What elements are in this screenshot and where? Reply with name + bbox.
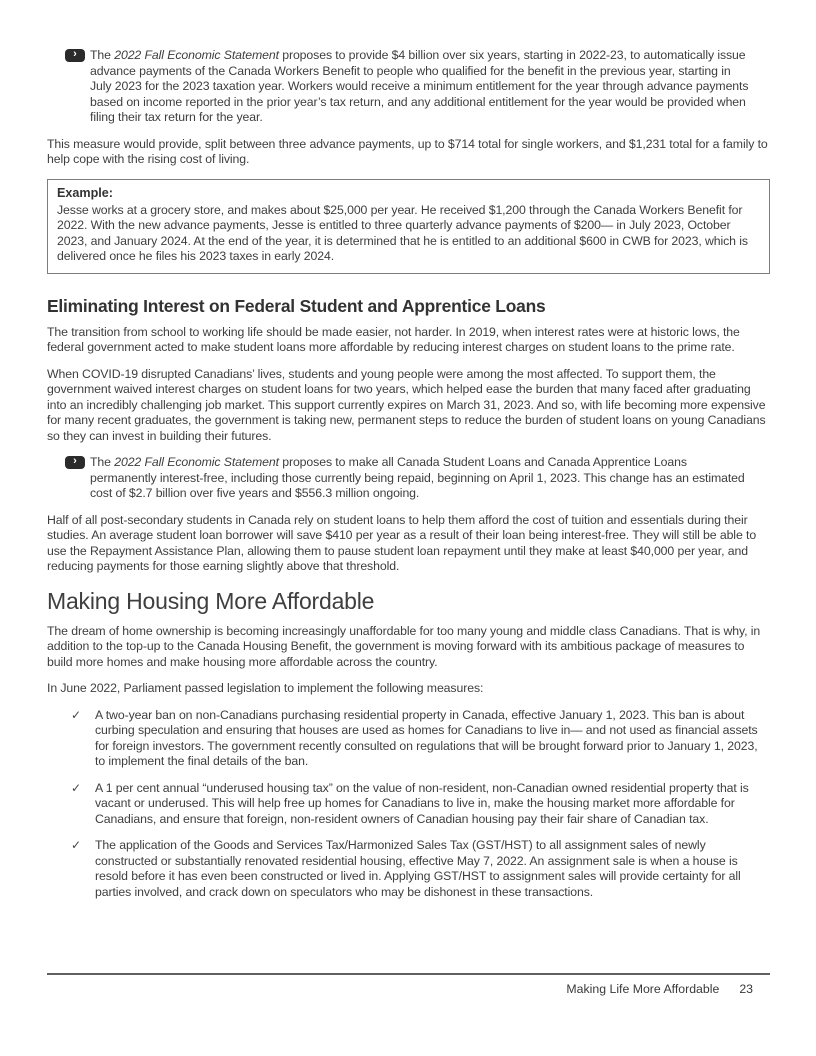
para-school-transition: The transition from school to working life should be made easier, not harder. In 2019, when interest rates were at historic lows, the federal government acted to make student loans more affordable by reducing interest charges on student loans to the prime rate. [47, 324, 740, 354]
chevron-badge-icon [65, 49, 85, 62]
page-content [47, 48, 770, 911]
list-item [71, 838, 770, 900]
italic-document-title: 2022 Fall Economic Statement [114, 455, 279, 469]
chevron-badge-icon [65, 456, 85, 469]
list-item [71, 781, 770, 828]
heading-housing: Making Housing More Affordable [47, 587, 375, 614]
list-item [71, 708, 770, 770]
para-covid-support: When COVID-19 disrupted Canadians’ lives, students and young people were among the most affected. To support them, the government waived interest charges on student loans for two years, which helped ease the burden that many faced after graduating into an incredibly challenging job market. This support currently expires on March 31, 2023. And so, with life becoming more expensive for many recent graduates, the government is taking new, permanent steps to reduce the burden of student loans on young Canadians so they can invest in building their futures. [47, 366, 766, 443]
callout-body: proposes to make all Canada Student Loans and Canada Apprentice Loans permanently interest-free, including those currently being repaid, beginning on April 1, 2023. This change has an estimated cost of $2.7 billion over five years and $556.3 million ongoing. [90, 455, 745, 500]
callout-prefix: The [90, 455, 115, 469]
callout-student-loans [65, 455, 752, 502]
para-post-secondary: Half of all post-secondary students in Canada rely on student loans to help them afford the cost of tuition and essentials during their studies. An average student loan borrower will save $410 per year as a result of their loan being interest-free. They will still be able to use the Repayment Assistance Plan, allowing them to pause student loan repayment until they make at least $40,000 per year, and reducing payments for those earning slightly above that threshold. [47, 512, 757, 573]
para-home-ownership: The dream of home ownership is becoming increasingly unaffordable for too many young and middle class Canadians. That is why, in addition to the top-up to the Canada Housing Benefit, the government is moving forward with its ambitious package of measures to build more homes and make housing more affordable across the country. [47, 623, 761, 669]
example-box [47, 179, 770, 274]
measure-text: The application of the Goods and Services Tax/Harmonized Sales Tax (GST/HST) to all assignment sales of newly constructed or substantially renovated residential housing, effective May 7, 2022. An assignment sale is when a house is resold before it has even been constructed or lived in. Applying GST/HST to assignment sales will provide certainty for all parties involved, and crack down on speculators who may be dishonest in these transactions. [95, 838, 741, 899]
checkmark-icon: ✓ [71, 780, 82, 795]
italic-document-title: 2022 Fall Economic Statement [114, 48, 279, 62]
checkmark-icon: ✓ [71, 707, 82, 722]
callout-prefix: The [90, 48, 115, 62]
callout-student-loans-text [90, 455, 752, 502]
checkmark-icon: ✓ [71, 838, 82, 852]
heading-student-loans: Eliminating Interest on Federal Student and Apprentice Loans [47, 295, 546, 316]
chevron-glyph: › [73, 48, 77, 60]
callout-cwb-text [90, 48, 752, 126]
callout-cwb-advance-payments [65, 48, 752, 126]
footer-row [47, 975, 770, 996]
example-label: Example: [57, 185, 113, 200]
para-measure-totals: This measure would provide, split between three advance payments, up to $714 total for single workers, and $1,231 total for a family to help cope with the rising cost of living. [47, 136, 768, 166]
housing-measures-list [47, 708, 770, 901]
chevron-glyph: › [73, 455, 77, 467]
callout-body: proposes to provide $4 billion over six years, starting in 2022-23, to automatically issue advance payments of the Canada Workers Benefit to people who qualified for the benefit in the previous year, starting in July 2023 for the 2023 taxation year. Workers would receive a minimum entitlement for the year through advance payments based on income reported in the prior year’s tax return, and any additional entitlement for the year would be provided when filing their tax return for the year. [90, 48, 749, 124]
page-number: 23 [739, 982, 753, 996]
measure-text: A 1 per cent annual “underused housing tax” on the value of non-resident, non-Canadian owned residential property that is vacant or underused. This will help free up homes for Canadians to live in, make the housing market more affordable for Canadians, and ensure that foreign, non-resident owners of Canadian housing pay their fair share of Canadian tax. [95, 780, 749, 826]
para-june-legislation: In June 2022, Parliament passed legislation to implement the following measures: [47, 681, 484, 695]
measure-text: A two-year ban on non-Canadians purchasing residential property in Canada, effective January 1, 2023. This ban is about curbing speculation and ensuring that houses are used as homes for Canadians to live in— and not used as financial assets for foreign investors. The government recently consulted on regulations that will be brought forward prior to January 1, 2023, to implement the final details of the ban. [95, 707, 758, 768]
footer-section-label: Making Life More Affordable [566, 982, 720, 996]
page-footer [47, 973, 770, 996]
example-body: Jesse works at a grocery store, and makes about $25,000 per year. He received $1,200 through the Canada Workers Benefit for 2022. With the new advance payments, Jesse is entitled to three quarterly advance payments of $200— in July 2023, October 2023, and January 2024. At the end of the year, it is determined that he is entitled to an additional $600 in CWB for 2023, which is delivered once he files his 2023 taxes in early 2024. [57, 202, 748, 263]
